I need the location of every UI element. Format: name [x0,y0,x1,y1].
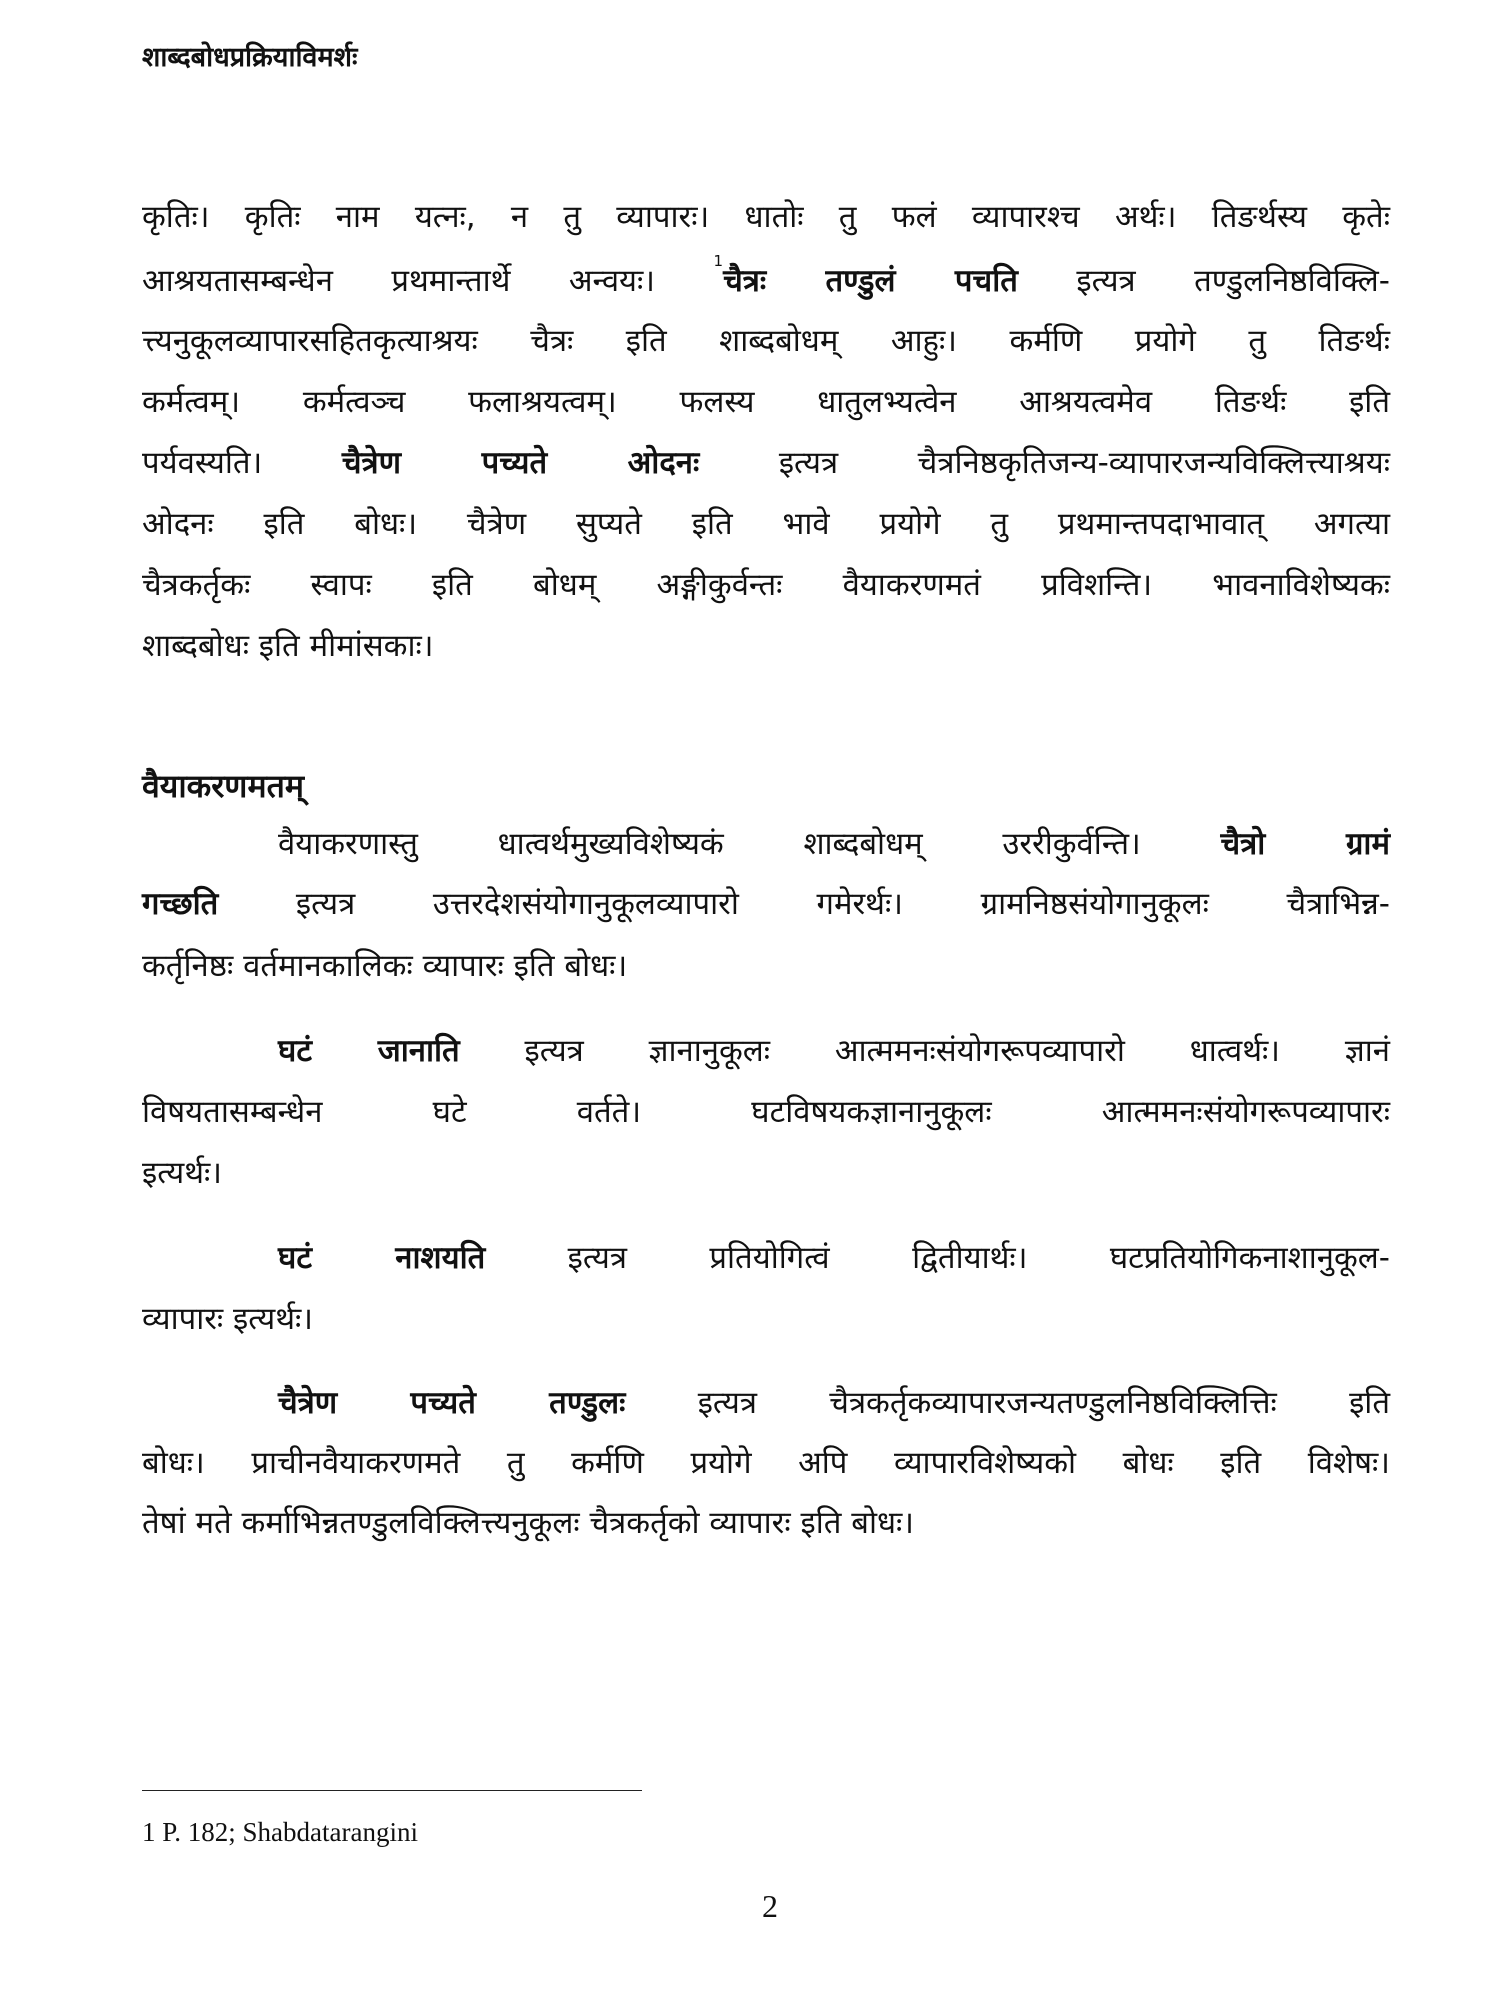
text-line [142,936,1390,996]
section-heading: वैयाकरणमतम् [142,767,304,805]
text-line [142,1493,1390,1553]
running-header: शाब्दबोधप्रक्रियाविमर्शः [142,42,358,73]
text-segment: इत्यत्र चैत्रनिष्ठकृतिजन्य-व्यापारजन्यविक्लित्त्याश्रयः [699,445,1390,481]
page-number: 2 [762,1888,778,1924]
text-segment: आश्रयतासम्बन्धेन प्रथमान्तार्थे अन्वयः। [142,263,714,299]
bold-example: गच्छति [142,886,219,922]
text-segment: इत्यत्र उत्तरदेशसंयोगानुकूलव्यापारो गमेरर्थः। ग्रामनिष्ठसंयोगानुकूलः चैत्राभिन्न- [218,886,1390,922]
text-segment: इत्यत्र प्रतियोगित्वं द्वितीयार्थः। घटप्रतियोगिकनाशानुकूल- [485,1240,1390,1276]
text-segment: इत्यत्र तण्डुलनिष्ठविक्लि- [1017,263,1390,299]
bold-example: घटं नाशयति [278,1240,486,1276]
text-line [278,1021,1390,1081]
text-segment: वैयाकरणास्तु धात्वर्थमुख्यविशेष्यकं शाब्दबोधम् उररीकुर्वन्ति। [278,826,1221,862]
text-line [278,1228,1390,1288]
text-segment: इत्यर्थः। [142,1155,223,1191]
text-segment: बोधः। प्राचीनवैयाकरणमते तु कर्मणि प्रयोगे अपि व्यापारविशेष्यको बोधः इति विशेषः। [142,1445,1390,1481]
text-line [142,187,1390,247]
text-line [142,874,1390,934]
text-line [142,616,1390,676]
footnote: 1 P. 182; Shabdatarangini [142,1817,418,1847]
text-line [142,1289,1390,1349]
footnote-divider [142,1790,642,1791]
text-line [142,372,1390,432]
text-line [142,1433,1390,1493]
text-line [142,433,1390,493]
text-segment: इत्यत्र ज्ञानानुकूलः आत्ममनःसंयोगरूपव्यापारो धात्वर्थः। ज्ञानं [459,1033,1390,1069]
text-segment: त्त्यनुकूलव्यापारसहितकृत्याश्रयः चैत्रः इति शाब्दबोधम् आहुः। कर्मणि प्रयोगे तु तिङर्थः [142,323,1390,359]
text-segment: इत्यत्र चैत्रकर्तृकव्यापारजन्यतण्डुलनिष्ठविक्लित्तिः इति [625,1385,1390,1421]
text-line [142,251,1390,311]
bold-example: चैत्रेण पच्यते ओदनः [341,445,700,481]
text-line [278,1373,1390,1433]
bold-example: चैत्रेण पच्यते तण्डुलः [278,1385,626,1421]
text-segment: व्यापारः इत्यर्थः। [142,1301,314,1337]
text-segment: कर्तृनिष्ठः वर्तमानकालिकः व्यापारः इति बोधः। [142,948,628,984]
text-line [142,494,1390,554]
text-segment: कर्मत्वम्। कर्मत्वञ्च फलाश्रयत्वम्। फलस्य धातुलभ्यत्वेन आश्रयत्वमेव तिङर्थः इति [142,384,1390,420]
text-segment: पर्यवस्यति। [142,445,342,481]
footnote-marker: 1 [713,252,724,270]
text-segment: तेषां मते कर्माभिन्नतण्डुलविक्लित्त्यनुकूलः चैत्रकर्तृको व्यापारः इति बोधः। [142,1505,915,1541]
bold-example: चैत्रो ग्रामं [1220,826,1390,862]
text-segment: चैत्रकर्तृकः स्वापः इति बोधम् अङ्गीकुर्वन्तः वैयाकरणमतं प्रविशन्ति। भावनाविशेष्यकः [142,567,1390,603]
bold-example: घटं जानाति [278,1033,460,1069]
text-segment: ओदनः इति बोधः। चैत्रेण सुप्यते इति भावे प्रयोगे तु प्रथमान्तपदाभावात् अगत्या [142,506,1390,542]
text-line [278,814,1390,874]
text-line [142,1082,1390,1142]
bold-example: चैत्रः तण्डुलं पचति [723,263,1018,299]
text-segment: कृतिः। कृतिः नाम यत्नः, न तु व्यापारः। धातोः तु फलं व्यापारश्च अर्थः। तिङर्थस्य कृतेः [142,199,1390,235]
text-segment: शाब्दबोधः इति मीमांसकाः। [142,628,434,664]
text-segment: विषयतासम्बन्धेन घटे वर्तते। घटविषयकज्ञानानुकूलः आत्ममनःसंयोगरूपव्यापारः [142,1094,1390,1130]
text-line [142,1143,1390,1203]
text-line [142,555,1390,615]
text-line [142,311,1390,371]
